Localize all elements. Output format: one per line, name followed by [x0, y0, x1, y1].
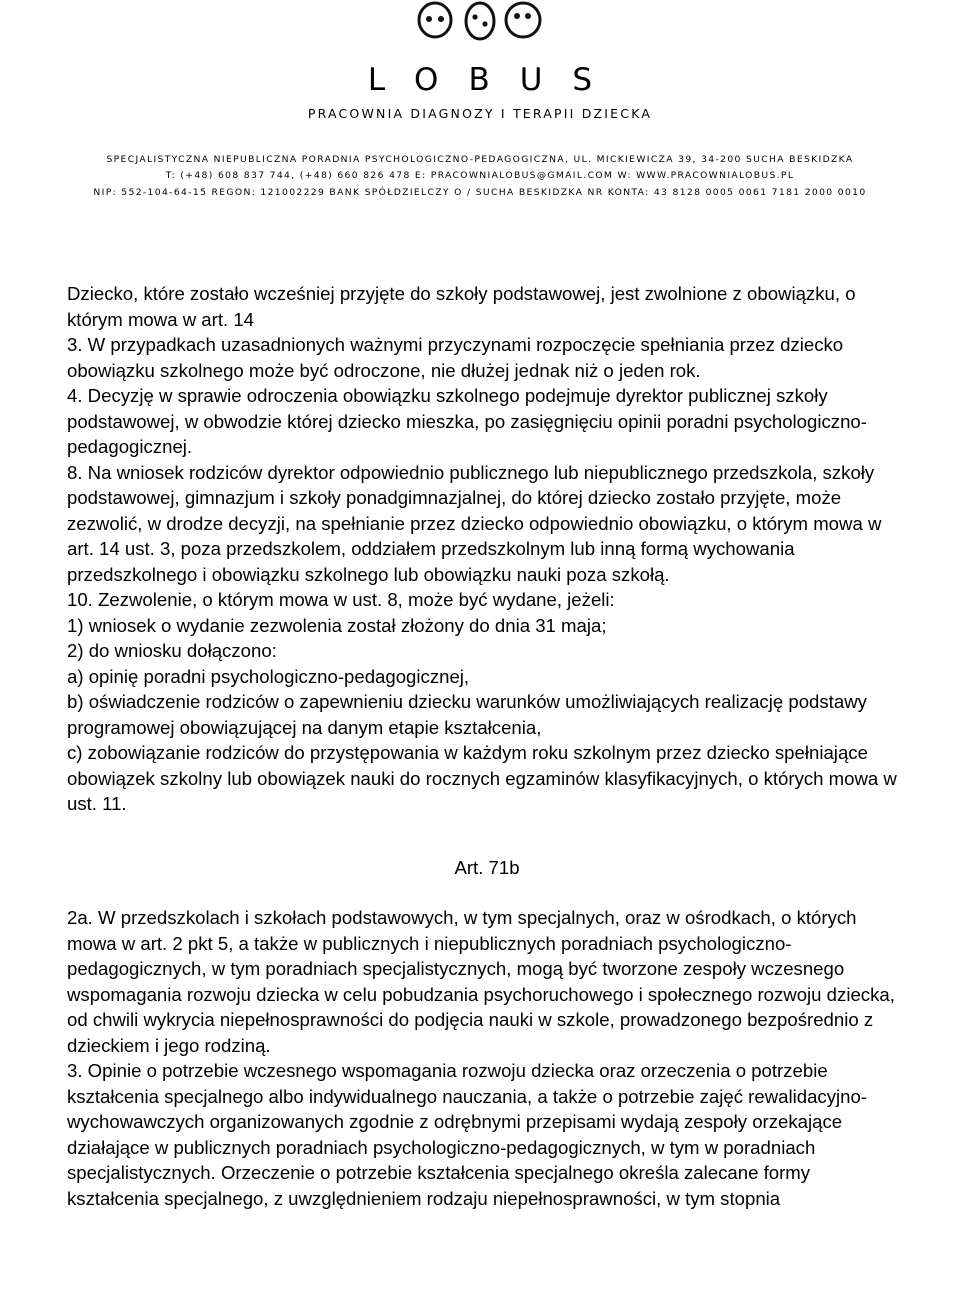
paragraph: 2a. W przedszkolach i szkołach podstawowych, w tym specjalnych, oraz w ośrodkach, o których mowa w art. 2 pkt 5, a także w publicznych i niepublicznych poradniach psychologiczno-pedagogicznych, w tym poradniach specjalistycznych, mogą być tworzone zespoły wczesnego wspomagania rozwoju dziecka w celu pobudzania psychoruchowego i społecznego rozwoju dziecka, od chwili wykrycia niepełnosprawności do podjęcia nauki w szkole, prowadzonego bezpośrednio z dzieckiem i jego rodziną.	[67, 907, 895, 1056]
document-body	[67, 281, 907, 1211]
paragraph: 1) wniosek o wydanie zezwolenia został złożony do dnia 31 maja;	[67, 614, 607, 636]
contact-phone-email: T: (+48) 608 837 744, (+48) 660 826 478 E: PRACOWNIALOBUS@GMAIL.COM W: WWW.PRACOWNIALOBUS.PL	[165, 170, 795, 181]
three-faces-logo-icon	[413, 0, 547, 52]
tagline: PRACOWNIA DIAGNOZY I TERAPII DZIECKA	[307, 106, 653, 121]
paragraph: a) opinię poradni psychologiczno-pedagogicznej,	[67, 665, 470, 687]
paragraph: 3. Opinie o potrzebie wczesnego wspomagania rozwoju dziecka oraz orzeczenia o potrzebie kształcenia specjalnego albo indywidualnego nauczania, a także o potrzebie zajęć rewalidacyjno-wychowawczych organizowanych zgodnie z odrębnymi przepisami wydają zespoły orzekające działające w publicznych poradniach psychologiczno-pedagogicznych, w tym w poradniach specjalistycznych. Orzeczenie o potrzebie kształcenia specjalnego określa zalecane formy kształcenia specjalnego, z uwzględnieniem rodzaju niepełnosprawności, w tym stopnia	[67, 1060, 868, 1209]
article-heading: Art. 71b	[454, 856, 520, 878]
paragraph: Dziecko, które zostało wcześniej przyjęte do szkoły podstawowej, jest zwolnione z obowiązku, o którym mowa w art. 14	[67, 283, 856, 330]
paragraph: 2) do wniosku dołączono:	[67, 640, 277, 661]
paragraph: 4. Decyzję w sprawie odroczenia obowiązku szkolnego podejmuje dyrektor publicznej szkoły podstawowej, w obwodzie której dziecko mieszka, po zasięgnięciu opinii poradni psychologiczno-pedagogicznej.	[67, 385, 867, 457]
brand-name: LOBUS	[367, 62, 623, 98]
paragraph: b) oświadczenie rodziców o zapewnieniu dziecku warunków umożliwiających realizację podstawy programowej obowiązującej na danym etapie kształcenia,	[67, 691, 867, 738]
paragraph: 10. Zezwolenie, o którym mowa w ust. 8, może być wydane, jeżeli:	[67, 589, 615, 610]
contact-address: SPECJALISTYCZNA NIEPUBLICZNA PORADNIA PSYCHOLOGICZNO-PEDAGOGICZNA, UL. MICKIEWICZA 39, 34-200 SUCHA BESKIDZKA	[106, 154, 854, 165]
paragraph: 3. W przypadkach uzasadnionych ważnymi przyczynami rozpoczęcie spełniania przez dziecko obowiązku szkolnego może być odroczone, nie dłużej jednak niż o jeden rok.	[67, 334, 844, 381]
contact-bank-details: NIP: 552-104-64-15 REGON: 121002229 BANK SPÓŁDZIELCZY O / SUCHA BESKIDZKA NR KONTA: 43 8128 0005 0061 7181 2000 0010	[93, 187, 867, 198]
paragraph: c) zobowiązanie rodziców do przystępowania w każdym roku szkolnym przez dziecko spełniające obowiązek szkolny lub obowiązek nauki do rocznych egzaminów klasyfikacyjnych, o których mowa w ust. 11.	[67, 742, 897, 814]
paragraph: 8. Na wniosek rodziców dyrektor odpowiednio publicznego lub niepublicznego przedszkola, szkoły podstawowej, gimnazjum i szkoły ponadgimnazjalnej, do której dziecko zostało przyjęte, może zezwolić, w drodze decyzji, na spełnianie przez dziecko odpowiednio obowiązku, o którym mowa w art. 14 ust. 3, poza przedszkolem, oddziałem przedszkolnym lub inną formą wychowania przedszkolnego i obowiązku szkolnego lub obowiązku nauki poza szkołą.	[67, 461, 882, 585]
